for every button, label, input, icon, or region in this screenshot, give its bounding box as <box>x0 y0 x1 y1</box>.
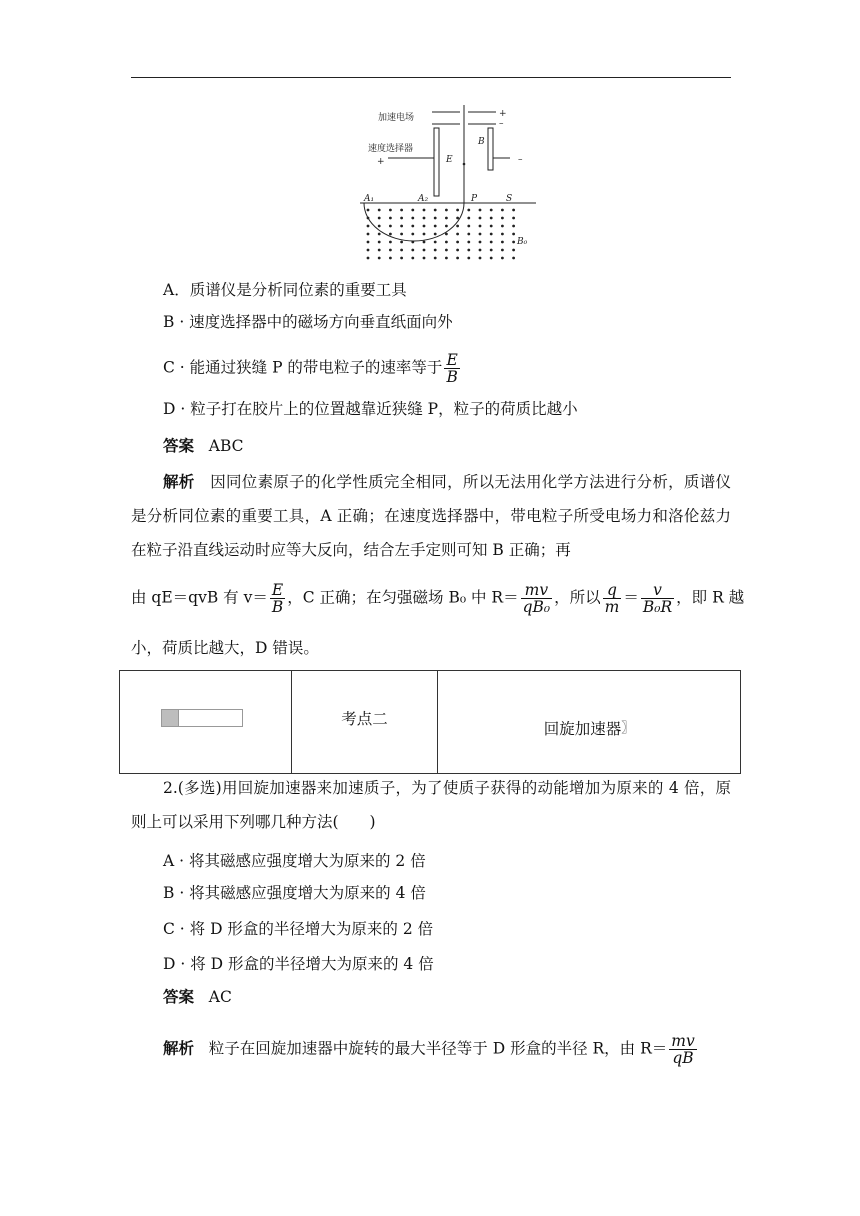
q2-stem: 2.(多选)用回旋加速器来加速质子，为了使质子获得的动能增加为原来的 4 倍，原则上可以采用下列哪几种方法( ) <box>131 779 731 831</box>
field-dot <box>378 217 381 220</box>
field-dot <box>467 249 470 252</box>
q1-option-c-text: C · 能通过狭缝 P 的带电粒子的速率等于 <box>163 358 443 377</box>
label-velocity-selector: 速度选择器 <box>368 144 414 154</box>
fraction-e-over-b: $\frac{E}{B}$ <box>446 351 458 386</box>
field-dot <box>490 233 493 236</box>
label-a1: A₁ <box>364 194 375 204</box>
q1-analysis <box>131 465 731 567</box>
field-dot <box>411 257 414 260</box>
field-dot <box>378 225 381 228</box>
plus-sign-top: + <box>499 109 507 119</box>
field-dot <box>389 225 392 228</box>
q2-option-b: B · 将其磁感应强度增大为原来的 4 倍 <box>163 884 426 902</box>
field-dot <box>479 225 482 228</box>
field-dot <box>367 209 370 212</box>
section-topic-text: 回旋加速器 <box>543 720 622 738</box>
q1-option-b: B · 速度选择器中的磁场方向垂直纸面向外 <box>163 313 453 331</box>
label-s: S <box>506 194 513 204</box>
field-dot <box>434 225 437 228</box>
field-dot <box>411 209 414 212</box>
bracket-mark: 〗 <box>621 721 635 736</box>
field-dot <box>400 209 403 212</box>
field-dot <box>378 249 381 252</box>
label-b0: B₀ <box>517 237 528 247</box>
field-dot <box>423 225 426 228</box>
section-tab-graphic <box>161 709 247 727</box>
field-dot <box>411 233 414 236</box>
field-dot <box>389 209 392 212</box>
q2-option-d: D · 将 D 形盒的半径增大为原来的 4 倍 <box>163 955 434 973</box>
field-dot <box>490 241 493 244</box>
field-dot <box>434 249 437 252</box>
field-dot <box>434 257 437 260</box>
field-dot <box>389 217 392 220</box>
q2-answer <box>163 986 232 1008</box>
header-rule <box>131 77 731 78</box>
field-dot <box>367 217 370 220</box>
field-dot <box>411 217 414 220</box>
label-accel-field: 加速电场 <box>378 113 415 123</box>
field-dot <box>501 209 504 212</box>
field-dot <box>378 233 381 236</box>
fraction-q-over-m: $\frac{q}{m}$ <box>604 581 620 616</box>
analysis-label: 解析 <box>163 1038 195 1058</box>
field-dot <box>400 225 403 228</box>
field-dot <box>445 233 448 236</box>
answer-label: 答案 <box>163 436 195 455</box>
field-dot <box>423 217 426 220</box>
field-dot <box>479 257 482 260</box>
field-dot <box>501 225 504 228</box>
field-dot <box>445 257 448 260</box>
field-dot <box>411 241 414 244</box>
field-dot <box>378 257 381 260</box>
field-dot <box>501 233 504 236</box>
field-dot <box>512 257 515 260</box>
field-dot <box>400 241 403 244</box>
field-dot <box>512 249 515 252</box>
field-dot <box>389 233 392 236</box>
answer-value: AC <box>208 988 232 1006</box>
field-dot <box>423 257 426 260</box>
mass-spectrometer-figure <box>360 100 540 265</box>
fraction-mv-over-qb0: $\frac{mv}{\text{qB₀}}$ <box>522 581 551 616</box>
field-dot <box>456 249 459 252</box>
field-dot <box>467 257 470 260</box>
field-dot <box>423 209 426 212</box>
field-dot <box>456 217 459 220</box>
field-dot <box>479 233 482 236</box>
field-dot <box>490 257 493 260</box>
field-dot <box>367 257 370 260</box>
field-dot <box>445 225 448 228</box>
field-dot <box>367 225 370 228</box>
field-dot <box>467 233 470 236</box>
field-dot <box>512 241 515 244</box>
field-dot <box>445 249 448 252</box>
q1-analysis-formula-line: 由 qE＝qvB 有 v＝ $\frac{E}{B}$ ，C 正确；在匀强磁场 B₀ 中 R＝ $\frac{mv}{\text{qB₀}}$ ，所以 $\frac{q}{m}$ ＝ $\frac{v}{\text{B₀R}}$ ，即 R 越 <box>131 581 745 616</box>
field-dot <box>456 257 459 260</box>
q1-analysis-end: 小，荷质比越大，D 错误。 <box>131 639 319 657</box>
field-dot <box>479 249 482 252</box>
field-dot <box>467 209 470 212</box>
field-dot <box>456 233 459 236</box>
field-dot <box>490 209 493 212</box>
minus-sign-top: – <box>499 119 504 129</box>
field-dot <box>434 217 437 220</box>
q2-option-c: C · 将 D 形盒的半径增大为原来的 2 倍 <box>163 920 434 938</box>
field-dot <box>512 209 515 212</box>
field-dot <box>434 209 437 212</box>
field-dot <box>501 249 504 252</box>
field-dot <box>501 241 504 244</box>
field-dot <box>479 241 482 244</box>
field-dot <box>423 233 426 236</box>
answer-label: 答案 <box>163 987 195 1006</box>
field-dot <box>378 209 381 212</box>
field-dot <box>367 249 370 252</box>
label-p: P <box>471 194 478 204</box>
field-dot <box>467 241 470 244</box>
field-dot <box>490 217 493 220</box>
field-dot <box>445 217 448 220</box>
fraction-e-over-b-2: $\frac{E}{B}$ <box>271 581 284 616</box>
q1-option-d: D · 粒子打在胶片上的位置越靠近狭缝 P，粒子的荷质比越小 <box>163 400 578 418</box>
field-dot <box>445 209 448 212</box>
analysis-text: 因同位素原子的化学性质完全相同，所以无法用化学方法进行分析，质谱仪是分析同位素的重要工具，A 正确；在速度选择器中，带电粒子所受电场力和洛伦兹力在粒子沿直线运动时应等大反向，结合左手定则可知 B 正确；再 <box>131 473 731 559</box>
q1-answer <box>163 435 244 457</box>
label-e: E <box>446 155 453 165</box>
field-dot <box>367 233 370 236</box>
field-dot <box>411 225 414 228</box>
label-b: B <box>478 137 485 147</box>
field-dot <box>400 217 403 220</box>
field-dot <box>445 241 448 244</box>
q1-option-c <box>163 352 462 385</box>
field-dot <box>512 225 515 228</box>
field-dot <box>400 257 403 260</box>
field-dot <box>490 225 493 228</box>
section-kaodian: 考点二 <box>341 710 388 728</box>
field-dot <box>456 241 459 244</box>
field-dot <box>389 257 392 260</box>
section-topic <box>438 717 740 739</box>
field-dot <box>467 225 470 228</box>
minus-sign-right: – <box>518 155 523 165</box>
field-dot <box>378 241 381 244</box>
field-dot <box>479 217 482 220</box>
field-dot <box>467 217 470 220</box>
analysis-label: 解析 <box>163 472 195 491</box>
fraction-v-over-b0r: $\frac{v}{\text{B₀R}}$ <box>642 581 673 616</box>
field-dot <box>389 249 392 252</box>
field-dot <box>423 241 426 244</box>
field-dot <box>434 241 437 244</box>
section-header-table <box>119 670 741 774</box>
analysis-text: 粒子在回旋加速器中旋转的最大半径等于 D 形盒的半径 R，由 R＝ <box>208 1039 668 1058</box>
answer-value: ABC <box>208 437 244 455</box>
field-dot <box>367 241 370 244</box>
field-dot <box>400 249 403 252</box>
label-a2: A₂ <box>418 194 429 204</box>
field-dot <box>501 257 504 260</box>
field-dot <box>400 233 403 236</box>
field-dot <box>434 233 437 236</box>
field-dot <box>490 249 493 252</box>
field-dot <box>456 209 459 212</box>
field-dot <box>411 249 414 252</box>
field-dot <box>512 233 515 236</box>
field-dot <box>423 249 426 252</box>
field-dot <box>501 217 504 220</box>
q2-option-a: A · 将其磁感应强度增大为原来的 2 倍 <box>163 852 426 870</box>
q2-analysis <box>163 1033 699 1066</box>
magnetic-field-dots <box>367 209 515 260</box>
field-dot <box>389 241 392 244</box>
field-dot <box>512 217 515 220</box>
field-dot <box>479 209 482 212</box>
fraction-mv-over-qb: $\frac{mv}{qB}$ <box>671 1032 695 1067</box>
field-dot <box>456 225 459 228</box>
plus-sign-left: + <box>377 157 385 167</box>
q1-option-a: A．质谱仪是分析同位素的重要工具 <box>163 281 407 299</box>
